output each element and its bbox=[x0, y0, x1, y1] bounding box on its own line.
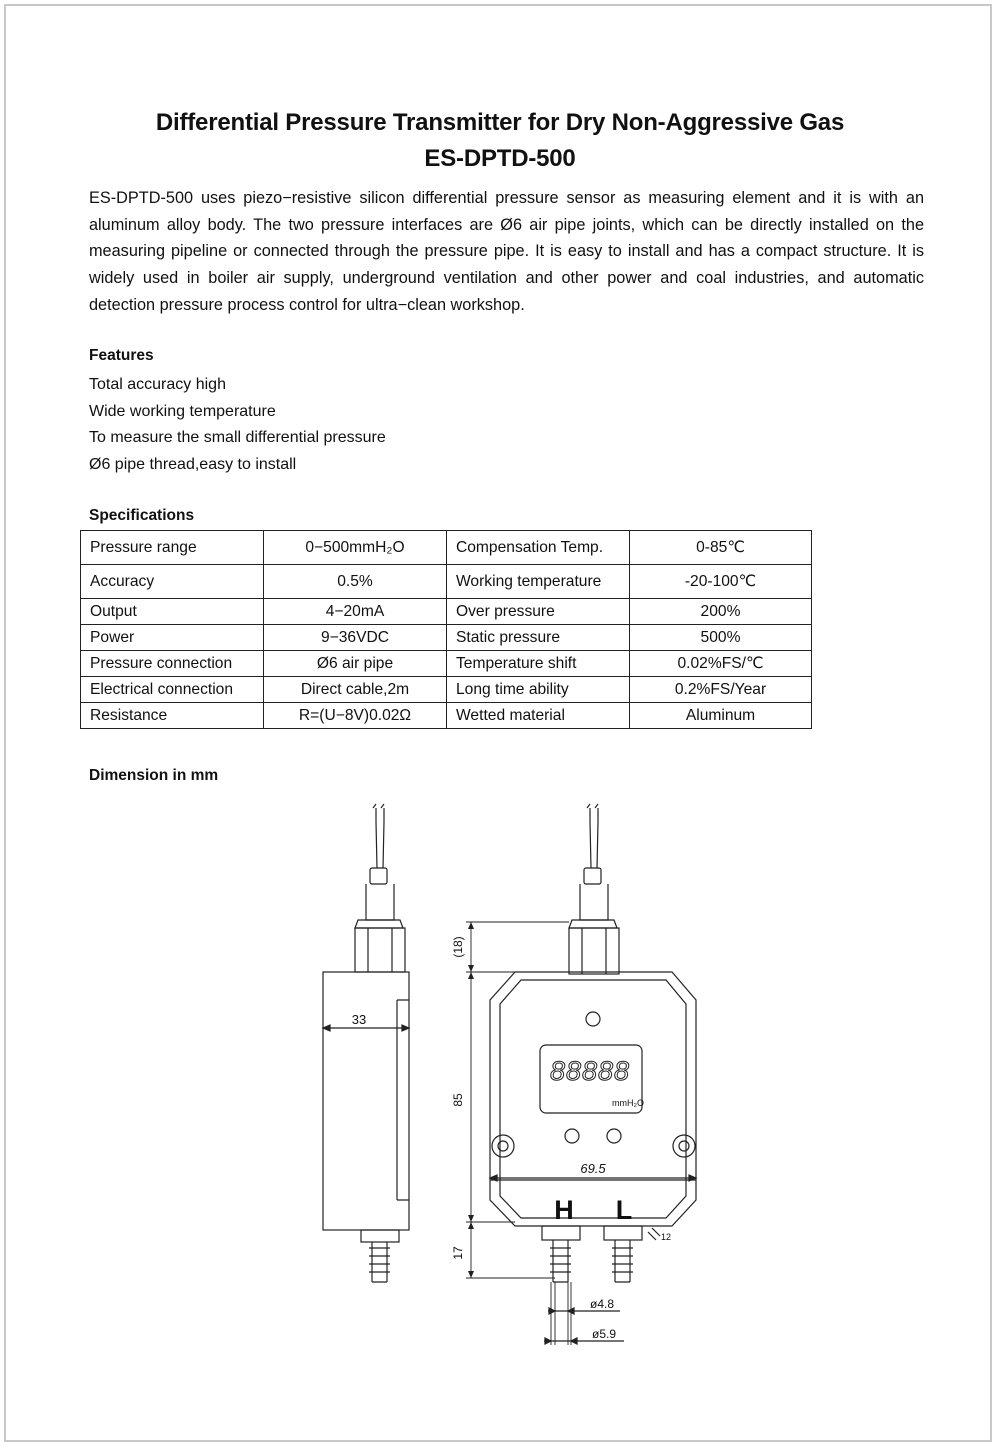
mounting-ear-right bbox=[673, 1135, 695, 1157]
lcd-unit: mmH₂O bbox=[612, 1098, 644, 1108]
spec-value: 500% bbox=[630, 625, 812, 651]
gland-cap bbox=[355, 920, 403, 928]
table-row bbox=[81, 703, 812, 729]
table-row bbox=[81, 625, 812, 651]
lcd-digits: 88888 bbox=[549, 1056, 631, 1086]
cable-sleeve bbox=[370, 868, 387, 884]
spec-label: Static pressure bbox=[447, 625, 630, 651]
side-fitting-base bbox=[361, 1230, 399, 1242]
front-housing bbox=[490, 972, 696, 1226]
port-l-base bbox=[604, 1226, 642, 1240]
mounting-hole-right bbox=[679, 1141, 689, 1151]
wire-ends bbox=[587, 804, 598, 808]
intro-paragraph: ES-DPTD-500 uses piezo−resistive silicon differential pressure sensor as measuring element and it is with an aluminum alloy body. The two pressure interfaces are Ø6 air pipe joints, which can be directly installed on the measuring pipeline or connected through the pressure pipe. It is easy to install and has a compact structure. It is widely used in boiler air supply, underground ventilation and other power and coal industries, and automatic detection pressure process control for ultra−clean workshop. bbox=[89, 189, 924, 314]
spec-label: Wetted material bbox=[447, 703, 630, 729]
dimension-heading: Dimension in mm bbox=[89, 767, 219, 784]
cable bbox=[580, 884, 608, 920]
spec-value: 200% bbox=[630, 599, 812, 625]
dim-85-label: 85 bbox=[451, 1093, 465, 1107]
features-list bbox=[89, 372, 386, 479]
spec-label: Compensation Temp. bbox=[447, 531, 630, 565]
spec-label: Working temperature bbox=[447, 565, 630, 599]
dimension-drawing bbox=[300, 800, 700, 1350]
spec-value: 0−500mmH₂O bbox=[264, 531, 447, 565]
port-h-base bbox=[542, 1226, 580, 1240]
dim-33-label: 33 bbox=[351, 1012, 367, 1027]
table-row bbox=[81, 677, 812, 703]
spec-label: Over pressure bbox=[447, 599, 630, 625]
vertical-dimensions bbox=[451, 922, 569, 1278]
cable-sleeve bbox=[584, 868, 601, 884]
model-title: ES-DPTD-500 bbox=[424, 145, 576, 172]
thread-label: 12 bbox=[661, 1232, 672, 1242]
dia-extension-lines bbox=[551, 1282, 571, 1345]
spec-label: Temperature shift bbox=[447, 651, 630, 677]
spec-label: Electrical connection bbox=[81, 677, 264, 703]
table-row bbox=[81, 531, 812, 565]
spec-value: 4−20mA bbox=[264, 599, 447, 625]
wire-ends bbox=[373, 804, 384, 808]
spec-label: Pressure range bbox=[81, 531, 264, 565]
page-title: Differential Pressure Transmitter for Dry Non-Aggressive Gas bbox=[155, 109, 845, 136]
port-low-label: L bbox=[615, 1195, 633, 1225]
feature-item: Ø6 pipe thread,easy to install bbox=[89, 456, 297, 474]
spec-label: Power bbox=[81, 625, 264, 651]
mounting-ear-left bbox=[492, 1135, 514, 1157]
spec-value: 0.5% bbox=[264, 565, 447, 599]
table-row bbox=[81, 565, 812, 599]
side-body bbox=[323, 972, 409, 1230]
dim-69-5-label: 69.5 bbox=[580, 1161, 606, 1176]
dim-18-label: (18) bbox=[451, 936, 465, 958]
table-row bbox=[81, 651, 812, 677]
spec-value: Direct cable,2m bbox=[264, 677, 447, 703]
front-housing-inner bbox=[500, 980, 686, 1218]
button-span bbox=[607, 1129, 621, 1143]
spec-value: Aluminum bbox=[630, 703, 812, 729]
spec-label: Resistance bbox=[81, 703, 264, 729]
front-view bbox=[490, 804, 696, 1345]
side-view bbox=[323, 804, 409, 1282]
spec-value: Ø6 air pipe bbox=[264, 651, 447, 677]
spec-value: R=(U−8V)0.02Ω bbox=[264, 703, 447, 729]
dim-17-label: 17 bbox=[451, 1246, 465, 1260]
table-row bbox=[81, 599, 812, 625]
cable-wires bbox=[376, 808, 384, 868]
spec-value: -20-100℃ bbox=[630, 565, 812, 599]
dim-dia-5-9-label: ø5.9 bbox=[591, 1327, 617, 1341]
thread-marker bbox=[648, 1228, 660, 1240]
gland-nut bbox=[569, 928, 619, 974]
cable-wires bbox=[590, 808, 598, 868]
feature-item: To measure the small differential pressure bbox=[89, 429, 386, 447]
gland-facets bbox=[582, 928, 606, 974]
specifications-heading: Specifications bbox=[89, 507, 195, 524]
gland-facets bbox=[368, 928, 392, 972]
feature-item: Total accuracy high bbox=[89, 376, 226, 393]
spec-value: 0-85℃ bbox=[630, 531, 812, 565]
gland-nut bbox=[355, 928, 405, 972]
spec-label: Output bbox=[81, 599, 264, 625]
spec-value: 0.02%FS/℃ bbox=[630, 651, 812, 677]
spec-label: Long time ability bbox=[447, 677, 630, 703]
spec-value: 9−36VDC bbox=[264, 625, 447, 651]
specifications-table bbox=[80, 530, 812, 729]
spec-value: 0.2%FS/Year bbox=[630, 677, 812, 703]
gland-cap bbox=[569, 920, 617, 928]
spec-label: Accuracy bbox=[81, 565, 264, 599]
dim-dia-4-8-label: ø4.8 bbox=[589, 1297, 615, 1311]
port-high-label: H bbox=[554, 1195, 574, 1225]
features-heading: Features bbox=[89, 347, 154, 364]
port-h-barb bbox=[553, 1240, 568, 1282]
cable bbox=[366, 884, 394, 920]
feature-item: Wide working temperature bbox=[89, 402, 276, 420]
button-zero bbox=[565, 1129, 579, 1143]
port-l-barb bbox=[615, 1240, 630, 1282]
spec-label: Pressure connection bbox=[81, 651, 264, 677]
top-screw bbox=[586, 1012, 600, 1026]
